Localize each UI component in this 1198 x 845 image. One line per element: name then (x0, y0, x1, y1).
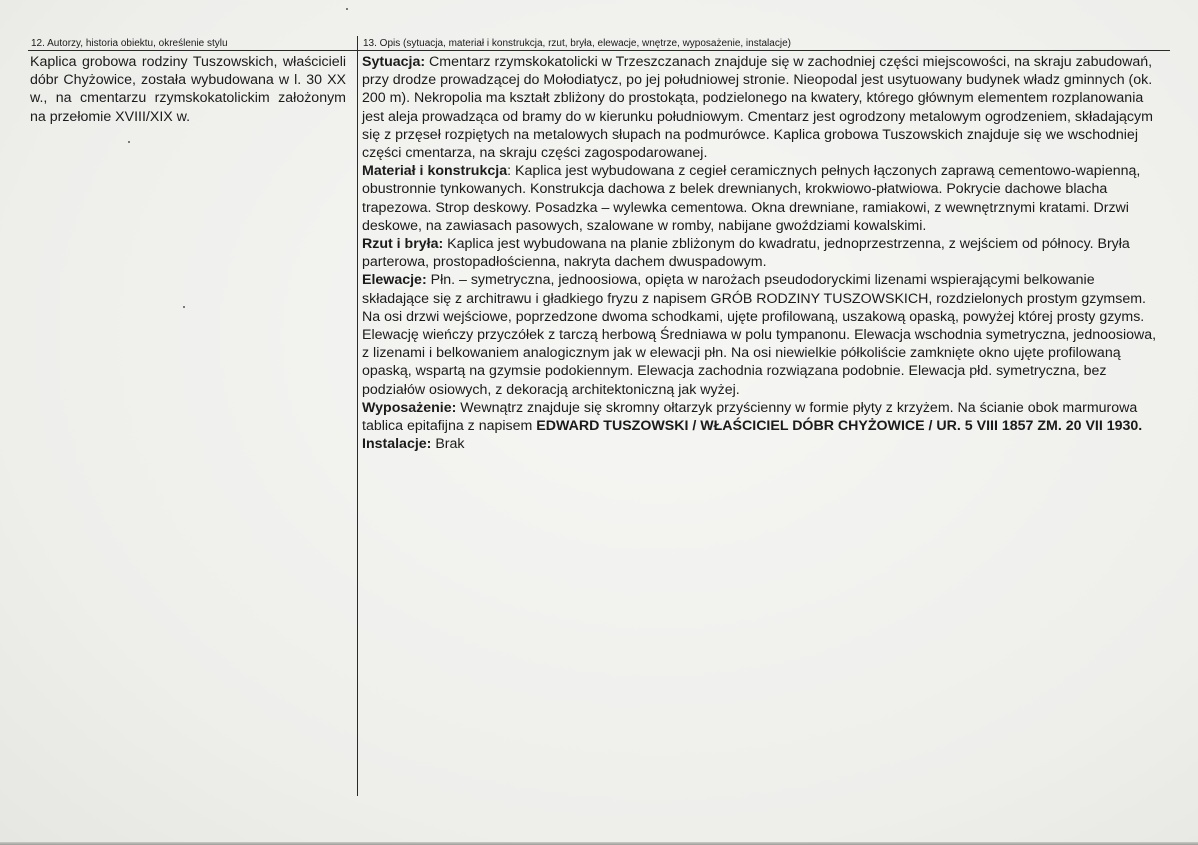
wyposazenie-text: Wewnątrz znajduje się skromny ołtarzyk przyścienny w formie płyty z krzyżem. Na ścianie obok marmurowa tablica epitafijna z napisem (362, 399, 1138, 435)
section-material (362, 162, 1162, 235)
elewacje-label: Elewacje: (362, 272, 427, 289)
wyposazenie-label: Wyposażenie: (362, 399, 457, 416)
scan-speck (346, 8, 348, 10)
rzut-label: Rzut i bryła: (362, 236, 444, 253)
section-elewacje (362, 271, 1162, 398)
elewacje-text: Płn. – symetryczna, jednoosiowa, opięta w narożach pseudodoryckimi lizenami wspierającymi belkowanie składające się z architrawu i gładkiego fryzu z napisem GRÓB RODZINY TUSZOWSKICH, rozdzielonych prostym gzymsem. Na osi drzwi wejściowe, poprzedzone dwoma schodkami, ujęte profilowaną, uszakową opaską, powyżej której prosty gzyms. Elewację wieńczy przyczółek z tarczą herbową Średniawa w polu tympanonu. Elewacja wschodnia symetryczna, jednoosiowa, z lizenami i belkowaniem analogicznym jak w elewacji płn. Na osi niewielkie półkoliście zamknięte okno ujęte profilowaną opaską, wspartą na gzymsie podokiennym. Elewacja zachodnia rozwiązana podobnie. Elewacja płd. symetryczna, bez podziałów osiowych, z dekoracją architektoniczną jak wyżej. (362, 272, 1157, 398)
epitaph-inscription: EDWARD TUSZOWSKI / WŁAŚCICIEL DÓBR CHYŻOWICE / UR. 5 VIII 1857 ZM. 20 VII 1930. (536, 418, 1143, 435)
sytuacja-text: Cmentarz rzymskokatolicki w Trzeszczanach znajduje się w zachodniej części miejscowości, na skraju zabudowań, przy drodze prowadzącej do Mołodiatycz, po jej południowej stronie. Nieopodal jest usytuowany budynek władz gminnych (ok. 200 m). Nekropolia ma kształt zbliżony do prostokąta, podzielonego na kwatery, którego głównym elementem rozplanowania jest aleja prowadząca od bramy do w kierunku południowym. Cmentarz jest ogrodzony metalowym ogrodzeniem, składającym się z przęseł rozpiętych na metalowych słupach na podmurówce. Kaplica grobowa Tuszowskich znajduje się we wschodniej części cmentarza, na skraju części zagospodarowanej. (362, 54, 1153, 162)
history-paragraph: Kaplica grobowa rodziny Tuszowskich, właścicieli dóbr Chyżowice, została wybudowana w l. 30 XX w., na cmentarzu rzymskokatolickim założonym na przełomie XVIII/XIX w. (30, 54, 346, 125)
header-divider (28, 50, 1170, 51)
instalacje-label: Instalacje: (362, 436, 432, 453)
description-column (362, 53, 1162, 453)
authors-history-header: 12. Autorzy, historia obiektu, określenie stylu (31, 38, 228, 49)
scan-speck (128, 141, 130, 143)
section-instalacje (362, 435, 1162, 453)
rzut-text: Kaplica jest wybudowana na planie zbliżonym do kwadratu, jednoprzestrzenna, z wejściem od północy. Bryła parterowa, prostopadłościenna, nakryta dachem dwuspadowym. (362, 236, 1130, 271)
scan-speck (183, 306, 185, 308)
column-divider (357, 36, 358, 796)
section-sytuacja (362, 53, 1162, 162)
sytuacja-label: Sytuacja: (362, 54, 426, 70)
instalacje-text: Brak (431, 436, 465, 453)
section-wyposazenie (362, 399, 1162, 435)
material-label: Materiał i konstrukcja (362, 163, 508, 180)
material-text: : Kaplica jest wybudowana z cegieł ceramicznych pełnych łączonych zaprawą cementowo-wapienną, obustronnie tynkowanych. Konstrukcja dachowa z belek drewnianych, krokwiowo-płatwiowa. Pokrycie dachowe blacha trapezowa. Strop deskowy. Posadzka – wylewka cementowa. Okna drewniane, ramiakowi, z wewnętrznymi kratami. Drzwi deskowe, na zawiasach pasowych, szalowane w romby, nabijane gwoździami kowalskimi. (362, 163, 1141, 234)
authors-history-column (30, 53, 346, 126)
section-rzut (362, 235, 1162, 271)
description-header: 13. Opis (sytuacja, materiał i konstrukcja, rzut, bryła, elewacje, wnętrze, wyposażenie, instalacje) (363, 38, 791, 49)
